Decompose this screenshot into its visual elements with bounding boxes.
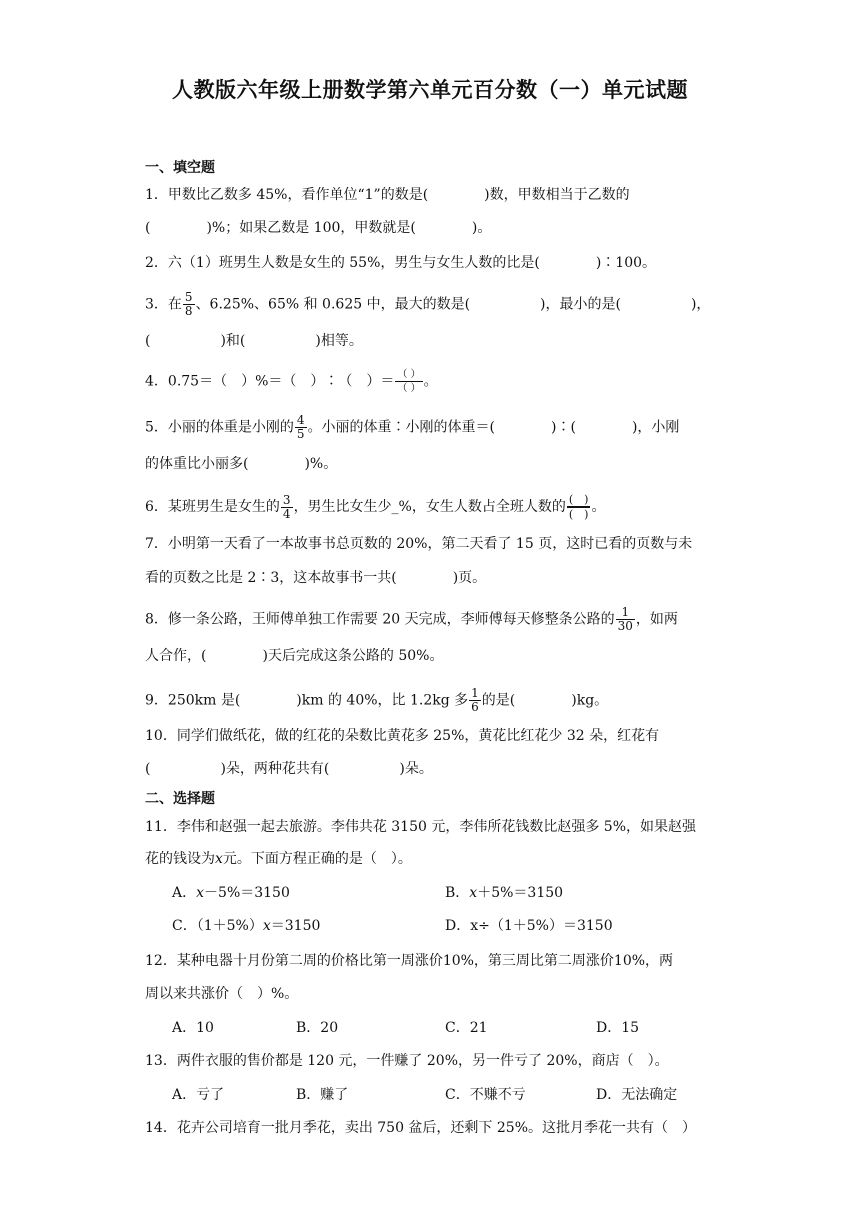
page-title: 人教版六年级上册数学第六单元百分数（一）单元试题 <box>172 77 688 102</box>
q4-fraction <box>395 368 422 395</box>
section-choice-heading: 二、选择题 <box>145 791 215 807</box>
q11-option-a-label: A． <box>172 885 197 901</box>
q11-option-c-variable: x <box>262 918 271 934</box>
q6-text-post: 。 <box>591 499 606 515</box>
q6-fraction-blank <box>567 493 591 521</box>
question-7-line-2: 看的页数之比是 2∶3，这本故事书一共( )页。 <box>145 570 487 586</box>
q11-option-b <box>445 883 563 903</box>
q11-option-b-label: B． <box>445 885 470 901</box>
q12-option-a: A．10 <box>172 1020 214 1036</box>
q11-option-b-variable: x <box>469 885 478 901</box>
q9-text-post: 的是( )kg。 <box>481 692 609 709</box>
q11-option-b-text: ＋5%＝3150 <box>477 885 564 901</box>
q9-fraction-numerator: 1 <box>471 686 479 700</box>
q5-text-post: 。小丽的体重∶小刚的体重＝( )∶( )，小刚 <box>307 419 680 436</box>
question-10-line-1: 10．同学们做纸花，做的红花的朵数比黄花多 25%，黄花比红花少 32 朵，红花有 <box>145 728 660 744</box>
question-5-line-2: 的体重比小丽多( )%。 <box>145 456 338 472</box>
q9-fraction-denominator: 6 <box>471 700 479 714</box>
q12-option-c: C．21 <box>445 1020 488 1036</box>
section-fill-heading: 一、填空题 <box>145 160 215 176</box>
q3-fraction-denominator: 8 <box>184 304 193 318</box>
question-6 <box>145 493 605 521</box>
question-8-line-2: 人合作，( )天后完成这条公路的 50%。 <box>145 648 444 664</box>
q3-fraction-numerator: 5 <box>184 290 193 304</box>
question-12-line-2: 周以来共涨价（ ）%。 <box>145 986 299 1002</box>
q6-fraction-blank-denominator: ( ) <box>568 508 589 521</box>
question-12-line-1: 12．某种电器十月份第二周的价格比第一周涨价10%，第三周比第二周涨价10%，两 <box>145 953 674 969</box>
question-11-line-2 <box>145 849 412 869</box>
q3-text-pre: 3．在 <box>145 296 182 313</box>
q11-text-post: 元。下面方程正确的是（ ）。 <box>222 851 412 867</box>
q8-fraction <box>616 606 635 633</box>
q13-option-c: C．不赚不亏 <box>445 1087 526 1103</box>
q11-option-d: D．x÷（1＋5%）＝3150 <box>445 918 613 934</box>
question-7-line-1: 7．小明第一天看了一本故事书总页数的 20%，第二天看了 15 页，这时已看的页数与未 <box>145 536 693 552</box>
question-11-line-1: 11．李伟和赵强一起去旅游。李伟共花 3150 元，李伟所花钱数比赵强多 5%，如果赵强 <box>145 819 697 835</box>
q6-fraction-denominator: 4 <box>282 506 291 521</box>
question-4 <box>145 368 438 395</box>
q5-fraction <box>295 414 307 441</box>
question-8-line-1 <box>145 606 678 633</box>
q8-fraction-denominator: 30 <box>617 619 633 633</box>
q6-text-mid: ，男生比女生少_%，女生人数占全班人数的 <box>293 499 566 515</box>
q11-option-a-text: －5%＝3150 <box>204 885 290 901</box>
q8-text-pre: 8．修一条公路，王师傅单独工作需要 20 天完成，李师傅每天修整条公路的 <box>145 611 615 628</box>
q12-option-d: D．15 <box>596 1020 640 1036</box>
question-14: 14．花卉公司培育一批月季花，卖出 750 盆后，还剩下 25%。这批月季花一共有（ ） <box>145 1120 697 1136</box>
question-3-line-1 <box>145 291 710 318</box>
q11-option-c <box>172 916 320 936</box>
question-5-line-1 <box>145 414 679 441</box>
q6-fraction-blank-numerator: ( ) <box>568 493 589 506</box>
question-13: 13．两件衣服的售价都是 120 元，一件赚了 20%，另一件亏了 20%，商店（ ）。 <box>145 1053 669 1069</box>
q11-option-a-variable: x <box>196 885 205 901</box>
q4-fraction-numerator: （ ） <box>397 369 421 380</box>
q12-option-b: B．20 <box>296 1020 339 1036</box>
question-10-line-2: ( )朵，两种花共有( )朵。 <box>145 761 433 777</box>
question-2: 2．六（1）班男生人数是女生的 55%，男生与女生人数的比是( )∶100。 <box>145 255 657 271</box>
q5-fraction-numerator: 4 <box>296 413 305 427</box>
q3-text-post: 、6.25%、65% 和 0.625 中，最大的数是( )，最小的是( )， <box>195 296 711 313</box>
q11-variable: x <box>215 851 223 867</box>
q5-text-pre: 5．小丽的体重是小刚的 <box>145 419 294 436</box>
q11-option-c-text: ＝3150 <box>270 918 321 934</box>
q6-fraction <box>281 494 293 521</box>
q6-fraction-numerator: 3 <box>282 492 291 507</box>
q9-fraction <box>469 687 481 714</box>
q11-option-a <box>172 883 290 903</box>
q6-text-pre: 6．某班男生是女生的 <box>145 499 280 515</box>
q8-text-post: ，如两 <box>635 611 678 628</box>
q9-text-pre: 9．250km 是( )km 的 40%，比 1.2kg 多 <box>145 692 469 709</box>
question-1-line-1: 1．甲数比乙数多 45%，看作单位“1”的数是( )数，甲数相当于乙数的 <box>145 187 630 203</box>
q13-option-b: B．赚了 <box>296 1087 349 1103</box>
question-9 <box>145 687 608 714</box>
q11-text-pre: 花的钱设为 <box>145 851 215 867</box>
q4-text-post: 。 <box>423 373 438 390</box>
q13-option-d: D．无法确定 <box>596 1087 678 1103</box>
q4-fraction-denominator: （ ） <box>397 383 421 394</box>
question-1-line-2: ( )%；如果乙数是 100，甲数就是( )。 <box>145 220 492 236</box>
q11-option-c-label: C．（1＋5%） <box>172 918 263 934</box>
q5-fraction-denominator: 5 <box>296 427 305 441</box>
q4-text-pre: 4．0.75＝（ ）%＝（ ）∶（ ）＝ <box>145 373 395 390</box>
q3-fraction <box>183 291 195 318</box>
question-3-line-2: ( )和( )相等。 <box>145 333 363 349</box>
q8-fraction-numerator: 1 <box>616 606 635 620</box>
q13-option-a: A．亏了 <box>172 1087 225 1103</box>
